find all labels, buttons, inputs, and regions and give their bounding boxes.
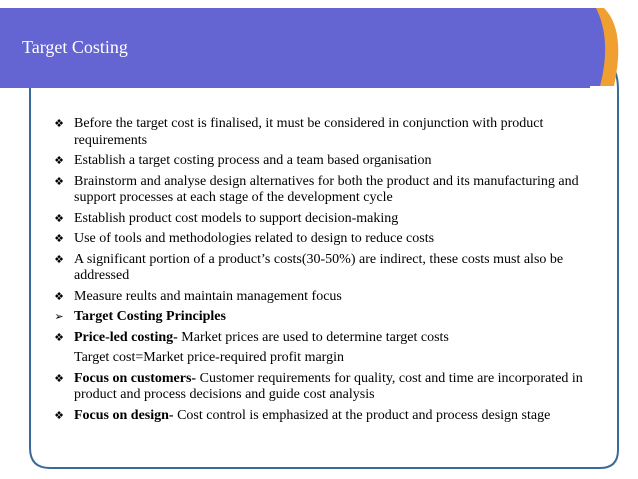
arrow-bullet-icon: ➢ — [54, 310, 64, 323]
bullet-item — [52, 350, 612, 367]
bullet-lead: Focus on customers- — [74, 370, 197, 386]
diamond-bullet-icon: ❖ — [54, 117, 64, 130]
diamond-bullet-icon: ❖ — [54, 371, 64, 385]
bullet-text: Market prices are used to determine target costs — [177, 329, 449, 345]
diamond-bullet-icon: ❖ — [54, 330, 64, 344]
bullet-text: Before the target cost is finalised, it must be considered in conjunction with product requirements — [74, 116, 544, 148]
bullet-text: Customer requirements for quality, cost and time are incorporated in product and process decisions and guide cost analysis — [74, 370, 583, 402]
bullet-text: Cost control is emphasized at the product and process design stage — [173, 407, 551, 423]
bullet-item — [52, 289, 612, 306]
bullet-item — [52, 153, 612, 170]
diamond-bullet-icon: ❖ — [54, 289, 64, 303]
bullet-item — [52, 309, 612, 326]
bullet-text: A significant portion of a product’s costs(30-50%) are indirect, these costs must also be addressed — [74, 251, 564, 283]
bullet-item — [52, 252, 612, 285]
bullet-item — [52, 174, 612, 207]
bullet-text: Target Costing Principles — [74, 309, 226, 324]
bullet-list — [52, 116, 612, 428]
bullet-lead: Price-led costing- — [74, 329, 178, 345]
bullet-text: Establish product cost models to support decision-making — [74, 210, 399, 226]
bullet-text: Target cost=Market price-required profit margin — [74, 350, 344, 365]
bullet-item — [52, 211, 612, 228]
bullet-item — [52, 408, 612, 425]
diamond-bullet-icon: ❖ — [54, 174, 64, 188]
diamond-bullet-icon: ❖ — [54, 211, 64, 225]
diamond-bullet-icon: ❖ — [54, 408, 64, 422]
slide-title: Target Costing — [22, 37, 128, 57]
bullet-text: Use of tools and methodologies related to design to reduce costs — [74, 231, 435, 246]
diamond-bullet-icon: ❖ — [54, 232, 64, 245]
diamond-bullet-icon: ❖ — [54, 252, 64, 266]
bullet-item — [52, 231, 612, 248]
bullet-item — [52, 330, 612, 347]
bullet-item — [52, 371, 612, 404]
bullet-text: Brainstorm and analyse design alternatives for both the product and its manufacturing and support processes at each stage of the development cycle — [74, 173, 579, 205]
bullet-item — [52, 116, 612, 149]
bullet-text: Measure reults and maintain management focus — [74, 288, 342, 304]
diamond-bullet-icon: ❖ — [54, 154, 64, 167]
bullet-lead: Focus on design- — [74, 407, 174, 423]
bullet-text: Establish a target costing process and a team based organisation — [74, 153, 432, 168]
